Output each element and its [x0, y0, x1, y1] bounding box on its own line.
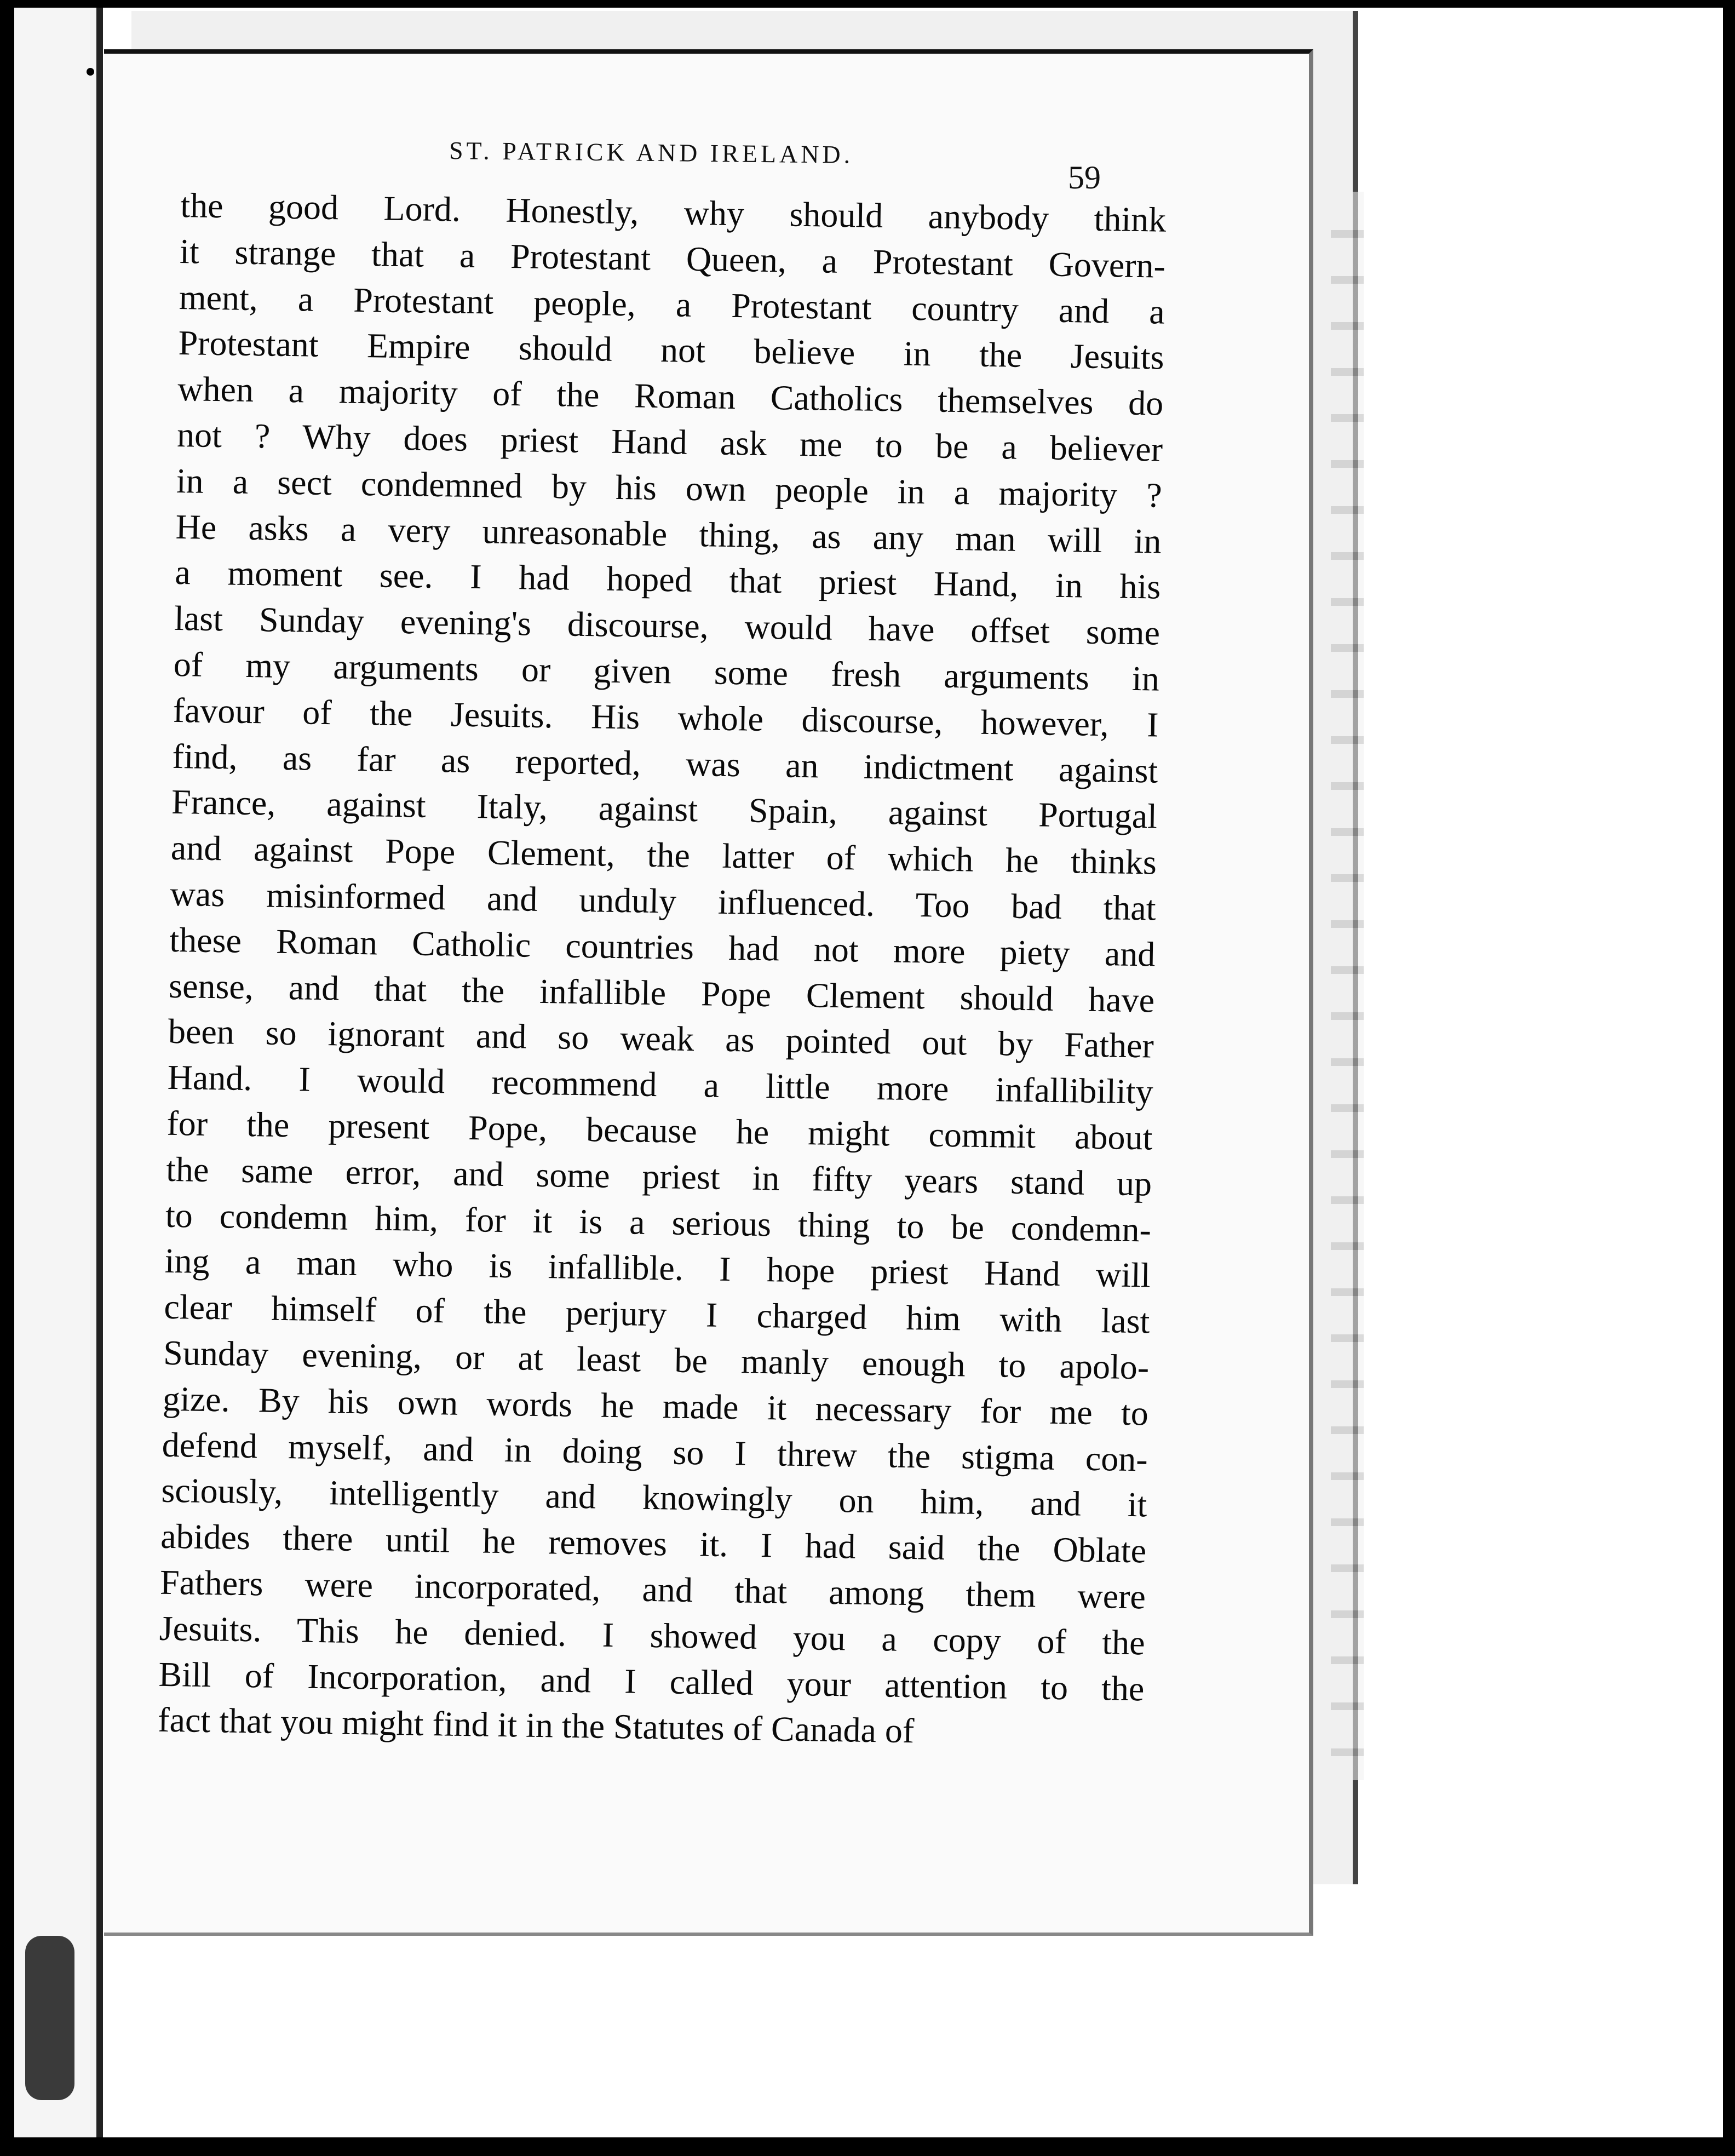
text-line: the same error, and some priest in fifty years stand up	[165, 1149, 1152, 1203]
text-line: was misinformed and unduly influenced. Too bad that	[170, 874, 1157, 928]
book-page	[104, 49, 1313, 1936]
text-line: Bill of Incorporation, and I called your attention to the	[158, 1654, 1145, 1708]
text-line: last Sunday evening's discourse, would have offset some	[174, 599, 1161, 652]
scan-speck	[87, 68, 94, 76]
text-line: fact that you might find it in the Statutes of Canada of	[157, 1700, 915, 1751]
text-line: Fathers were incorporated, and that among them were	[159, 1562, 1146, 1616]
text-line: France, against Italy, against Spain, against Portugal	[171, 782, 1158, 836]
text-line: for the present Pope, because he might commit about	[166, 1103, 1153, 1157]
text-line: to condemn him, for it is a serious thing to be condemn-	[165, 1195, 1152, 1249]
text-line: He asks a very unreasonable thing, as any man will in	[175, 507, 1162, 561]
text-line: the good Lord. Honestly, why should anybody think	[180, 185, 1167, 239]
text-line: these Roman Catholic countries had not more piety and	[169, 920, 1156, 974]
body-text	[158, 182, 1167, 1757]
text-line: defend myself, and in doing so I threw the stigma con-	[162, 1425, 1148, 1478]
text-line: and against Pope Clement, the latter of which he thinks	[170, 828, 1157, 882]
page-number: 59	[1068, 159, 1101, 196]
text-line: sense, and that the infallible Pope Clement should have	[168, 966, 1155, 1020]
text-line: Sunday evening, or at least be manly enough to apolo-	[163, 1333, 1150, 1387]
text-line: clear himself of the perjury I charged him with last	[164, 1287, 1150, 1341]
text-line: abides there until he removes it. I had said the Oblate	[160, 1516, 1147, 1570]
text-line: Jesuits. This he denied. I showed you a copy of the	[159, 1608, 1146, 1662]
running-head: ST. PATRICK AND IRELAND.	[449, 136, 854, 169]
text-line: ment, a Protestant people, a Protestant country and a	[179, 277, 1165, 331]
text-line: favour of the Jesuits. His whole discourse, however, I	[173, 690, 1159, 744]
text-line: in a sect condemned by his own people in a majority ?	[176, 461, 1163, 515]
text-line: a moment see. I had hoped that priest Hand, in his	[174, 553, 1161, 606]
text-line: ing a man who is infallible. I hope priest Hand will	[164, 1241, 1151, 1295]
text-line: not ? Why does priest Hand ask me to be a believer	[176, 415, 1163, 469]
show-through-text	[1331, 192, 1364, 1780]
scan-stain	[25, 1936, 74, 2100]
facing-page-edge	[14, 8, 103, 2137]
text-line: gize. By his own words he made it necessary for me to	[162, 1379, 1149, 1433]
text-line: sciously, intelligently and knowingly on him, and it	[161, 1471, 1147, 1524]
text-line: it strange that a Protestant Queen, a Protestant Govern-	[179, 231, 1166, 285]
text-line: of my arguments or given some fresh arguments in	[173, 644, 1160, 698]
text-line: Protestant Empire should not believe in the Jesuits	[178, 323, 1164, 377]
text-line: Hand. I would recommend a little more infallibility	[167, 1057, 1154, 1111]
text-line: been so ignorant and so weak as pointed out by Father	[168, 1012, 1154, 1065]
text-line: when a majority of the Roman Catholics themselves do	[177, 369, 1164, 423]
text-line: find, as far as reported, was an indictment against	[171, 736, 1158, 790]
